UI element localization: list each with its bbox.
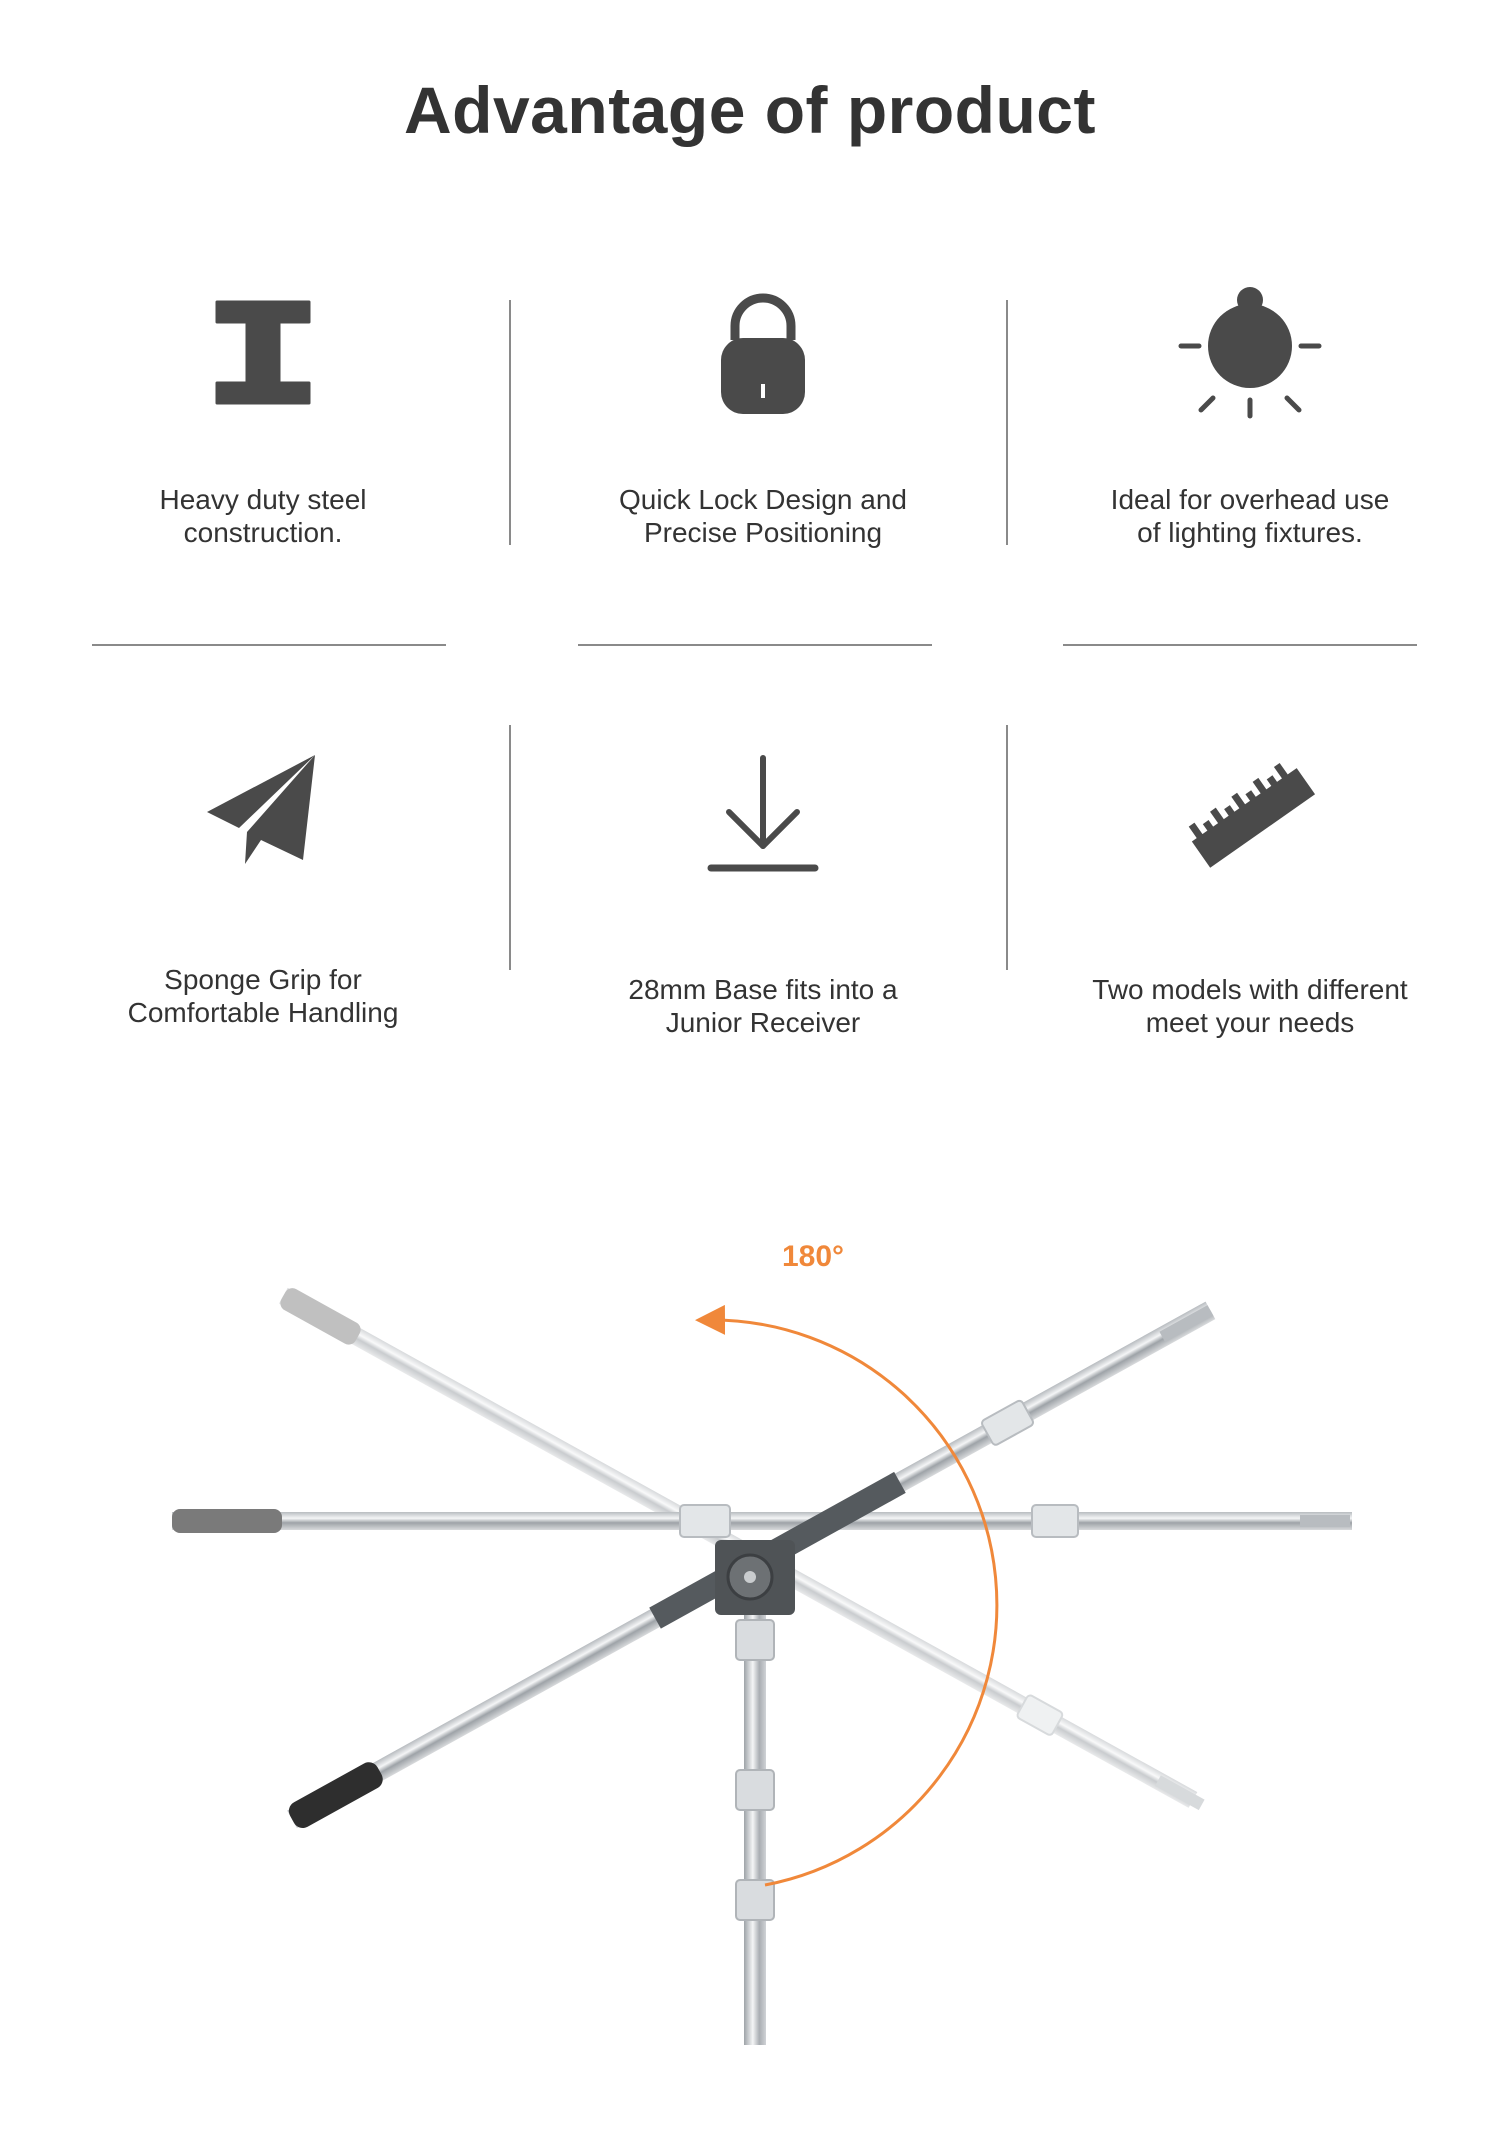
feature-text-line-1: Heavy duty steel xyxy=(159,484,367,515)
gear-head xyxy=(715,1540,795,1615)
row-divider xyxy=(1063,644,1417,646)
padlock-icon xyxy=(553,288,973,423)
feature-text-line-2: construction. xyxy=(183,517,343,548)
column-divider xyxy=(1006,725,1008,970)
row-divider xyxy=(578,644,932,646)
i-beam-icon xyxy=(53,300,473,410)
stand-pole xyxy=(736,1610,774,2045)
feature-text xyxy=(53,963,473,1029)
feature-text-line-1: Quick Lock Design and xyxy=(619,484,907,515)
ruler-icon xyxy=(1040,748,1460,883)
feature-text xyxy=(53,483,473,549)
boom-arm-rotation-illustration xyxy=(150,1225,1370,2045)
column-divider xyxy=(509,725,511,970)
feature-text-line-2: Junior Receiver xyxy=(665,1007,861,1038)
feature-text xyxy=(1040,483,1460,549)
rotation-angle-label: 180° xyxy=(782,1240,845,1273)
feature-text-line-1: Sponge Grip for xyxy=(164,964,362,995)
paper-plane-icon xyxy=(53,750,473,875)
download-arrow-icon xyxy=(553,754,973,879)
boom-arm-position-horizontal xyxy=(172,1505,1352,1537)
feature-text-line-2: Precise Positioning xyxy=(643,517,883,548)
feature-text xyxy=(553,483,973,549)
feature-text-line-2: Comfortable Handling xyxy=(127,997,399,1028)
feature-text-line-1: 28mm Base fits into a xyxy=(628,974,898,1005)
light-bulb-icon xyxy=(1040,282,1460,427)
feature-text-line-2: of lighting fixtures. xyxy=(1137,517,1363,548)
feature-text xyxy=(553,973,973,1039)
feature-text-line-2: meet your needs xyxy=(1145,1007,1355,1038)
column-divider xyxy=(509,300,511,545)
column-divider xyxy=(1006,300,1008,545)
feature-text-line-1: Ideal for overhead use xyxy=(1110,484,1390,515)
row-divider xyxy=(92,644,446,646)
feature-text xyxy=(1040,973,1460,1039)
page-title: Advantage of product xyxy=(403,73,1096,147)
feature-text-line-1: Two models with different xyxy=(1092,974,1408,1005)
